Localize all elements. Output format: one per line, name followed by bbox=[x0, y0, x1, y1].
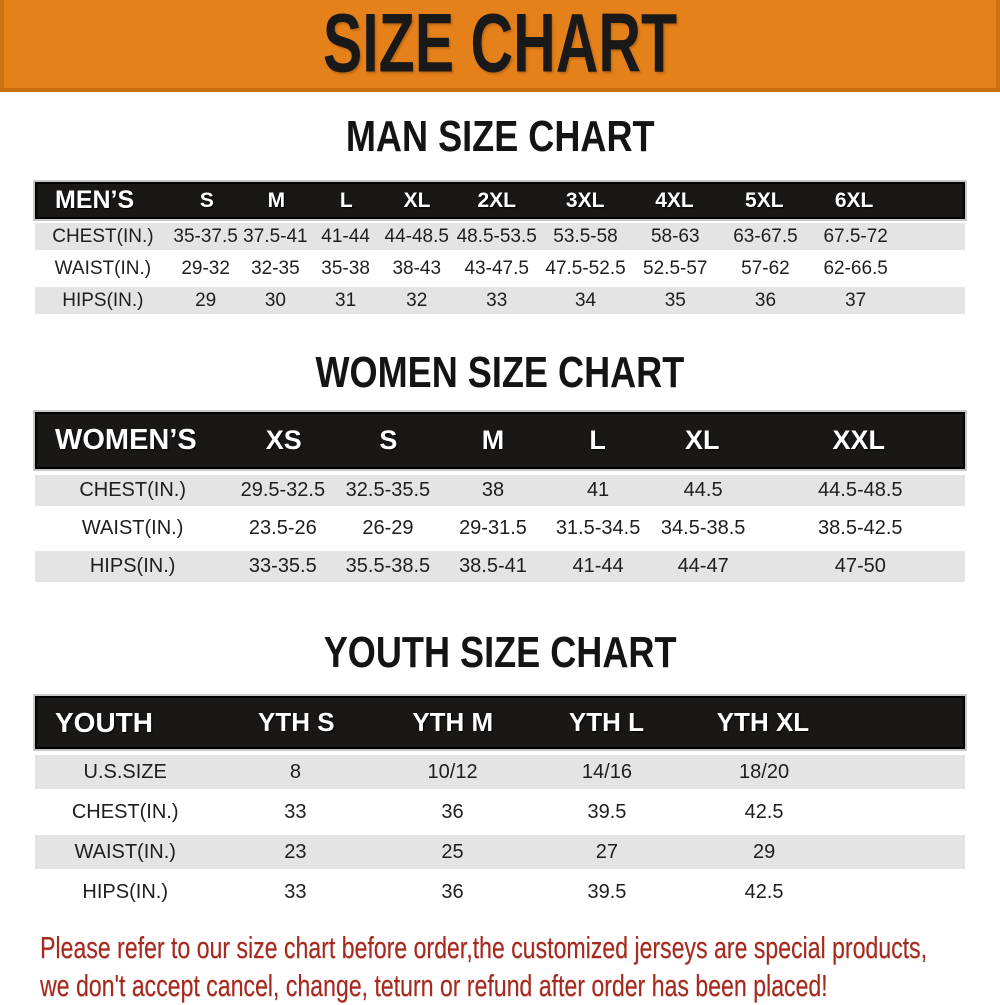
table-cell: 32.5-35.5 bbox=[345, 479, 431, 501]
women-size-col-m: M bbox=[481, 425, 505, 455]
table-cell: 38.5-42.5 bbox=[818, 517, 903, 539]
table-cell: 33 bbox=[486, 289, 508, 311]
youth-table-header-row bbox=[35, 696, 965, 749]
women-chest-label: CHEST(IN.) bbox=[79, 479, 186, 501]
table-cell: 42.5 bbox=[744, 800, 784, 823]
men-size-col-s: S bbox=[199, 188, 214, 212]
women-chest-row bbox=[35, 475, 965, 506]
women-size-col-s: S bbox=[379, 425, 398, 455]
women-waist-row bbox=[35, 513, 965, 544]
women-section-heading bbox=[0, 348, 1000, 398]
table-cell: 29.5-32.5 bbox=[240, 479, 326, 501]
table-cell: 41-44 bbox=[572, 555, 624, 577]
men-waist-row bbox=[35, 255, 965, 282]
table-cell: 39.5 bbox=[587, 880, 627, 903]
men-section-heading-text: MAN SIZE CHART bbox=[345, 112, 655, 161]
table-cell: 33-35.5 bbox=[248, 555, 317, 577]
table-cell: 44.5 bbox=[683, 479, 723, 501]
men-size-col-5xl: 5XL bbox=[745, 188, 784, 212]
women-size-col-xxl: XXL bbox=[832, 425, 885, 455]
notice-line-2: we don't accept cancel, change, teturn or refund after order has been placed! bbox=[40, 968, 828, 1003]
table-cell: 53.5-58 bbox=[553, 225, 618, 247]
men-hips-row bbox=[35, 287, 965, 314]
table-cell: 44-47 bbox=[677, 555, 729, 577]
table-cell: 62-66.5 bbox=[823, 257, 888, 279]
men-size-col-l: L bbox=[339, 188, 353, 212]
table-cell: 29-31.5 bbox=[459, 517, 527, 539]
table-cell: 34 bbox=[574, 289, 597, 311]
youth-section-heading-text: YOUTH SIZE CHART bbox=[323, 628, 677, 677]
table-cell: 32 bbox=[406, 289, 428, 311]
notice-line-1: Please refer to our size chart before order,the customized jerseys are special products, bbox=[40, 930, 928, 965]
youth-ussize-label: U.S.SIZE bbox=[83, 760, 167, 783]
table-cell: 35.5-38.5 bbox=[345, 555, 431, 577]
men-table-header-row bbox=[35, 182, 965, 219]
women-size-table bbox=[35, 412, 965, 582]
youth-size-section bbox=[0, 628, 1000, 909]
table-cell: 41 bbox=[586, 479, 610, 501]
order-notice bbox=[0, 929, 1000, 1005]
table-cell: 33 bbox=[284, 880, 307, 903]
youth-chest-label: CHEST(IN.) bbox=[71, 800, 179, 823]
table-cell: 44.5-48.5 bbox=[818, 479, 903, 501]
youth-hips-row bbox=[35, 875, 965, 909]
table-cell: 37 bbox=[845, 289, 867, 311]
table-cell: 32-35 bbox=[251, 257, 300, 279]
table-cell: 35 bbox=[664, 289, 686, 311]
table-cell: 42.5 bbox=[744, 880, 784, 903]
table-cell: 31.5-34.5 bbox=[555, 517, 641, 539]
table-cell: 37.5-41 bbox=[243, 225, 308, 247]
table-cell: 48.5-53.5 bbox=[456, 225, 537, 247]
size-chart-banner bbox=[0, 0, 1000, 92]
men-size-table bbox=[35, 182, 965, 314]
men-size-col-2xl: 2XL bbox=[477, 188, 516, 212]
table-cell: 67.5-72 bbox=[823, 225, 888, 247]
table-cell: 47-50 bbox=[834, 555, 886, 577]
men-chest-row bbox=[35, 223, 965, 250]
men-hips-label: HIPS(IN.) bbox=[62, 289, 144, 311]
table-cell: 47.5-52.5 bbox=[545, 257, 626, 279]
table-cell: 8 bbox=[289, 760, 301, 783]
table-cell: 14/16 bbox=[581, 760, 632, 783]
men-size-col-m: M bbox=[267, 188, 286, 212]
women-size-col-xl: XL bbox=[685, 425, 720, 455]
table-cell: 31 bbox=[335, 289, 357, 311]
table-cell: 41-44 bbox=[321, 225, 370, 247]
youth-waist-row bbox=[35, 835, 965, 869]
women-table-header-row bbox=[35, 412, 965, 469]
men-size-col-4xl: 4XL bbox=[655, 188, 694, 212]
men-size-col-3xl: 3XL bbox=[565, 188, 605, 212]
youth-waist-label: WAIST(IN.) bbox=[74, 840, 176, 863]
table-cell: 38 bbox=[481, 479, 505, 501]
table-cell: 38-43 bbox=[392, 257, 442, 279]
banner-title: SIZE CHART bbox=[322, 0, 678, 90]
men-waist-label: WAIST(IN.) bbox=[54, 257, 152, 279]
table-cell: 18/20 bbox=[739, 760, 790, 783]
men-size-col-6xl: 6XL bbox=[834, 188, 874, 212]
men-size-section bbox=[0, 112, 1000, 314]
table-cell: 27 bbox=[595, 840, 619, 863]
youth-size-col-s: YTH S bbox=[257, 707, 335, 737]
table-cell: 36 bbox=[754, 289, 777, 311]
women-header-label: WOMEN’S bbox=[55, 424, 197, 456]
table-cell: 38.5-41 bbox=[459, 555, 527, 577]
table-cell: 35-38 bbox=[321, 257, 370, 279]
youth-size-col-m: YTH M bbox=[412, 707, 494, 737]
youth-ussize-row bbox=[35, 755, 965, 789]
table-cell: 44-48.5 bbox=[384, 225, 449, 247]
youth-header-label: YOUTH bbox=[55, 706, 153, 738]
table-cell: 25 bbox=[441, 840, 464, 863]
youth-size-col-xl: YTH XL bbox=[716, 707, 810, 737]
table-cell: 29-32 bbox=[181, 257, 230, 279]
table-cell: 36 bbox=[441, 880, 464, 903]
table-cell: 57-62 bbox=[741, 257, 790, 279]
youth-chest-row bbox=[35, 795, 965, 829]
table-cell: 29 bbox=[752, 840, 776, 863]
table-cell: 30 bbox=[264, 289, 286, 311]
youth-size-col-l: YTH L bbox=[568, 707, 645, 737]
table-cell: 33 bbox=[284, 800, 307, 823]
table-cell: 52.5-57 bbox=[643, 257, 708, 279]
table-cell: 39.5 bbox=[587, 800, 627, 823]
table-cell: 43-47.5 bbox=[464, 257, 529, 279]
table-cell: 36 bbox=[441, 800, 464, 823]
youth-size-table bbox=[35, 696, 965, 909]
table-cell: 35-37.5 bbox=[173, 225, 238, 247]
men-section-heading bbox=[0, 112, 1000, 162]
youth-section-heading bbox=[0, 628, 1000, 678]
women-section-heading-text: WOMEN SIZE CHART bbox=[315, 348, 685, 397]
men-size-col-xl: XL bbox=[403, 188, 431, 212]
table-cell: 23 bbox=[284, 840, 307, 863]
men-chest-label: CHEST(IN.) bbox=[52, 225, 154, 247]
table-cell: 29 bbox=[195, 289, 217, 311]
women-size-section bbox=[0, 348, 1000, 582]
men-header-label: MEN’S bbox=[55, 186, 135, 214]
table-cell: 34.5-38.5 bbox=[660, 517, 746, 539]
women-size-col-l: L bbox=[589, 425, 606, 455]
table-cell: 10/12 bbox=[427, 760, 478, 783]
table-cell: 26-29 bbox=[362, 517, 414, 539]
table-cell: 58-63 bbox=[650, 225, 700, 247]
table-cell: 63-67.5 bbox=[733, 225, 798, 247]
women-waist-label: WAIST(IN.) bbox=[81, 517, 184, 539]
women-size-col-xs: XS bbox=[265, 425, 302, 455]
table-cell: 23.5-26 bbox=[248, 517, 317, 539]
youth-hips-label: HIPS(IN.) bbox=[82, 880, 168, 903]
women-hips-row bbox=[35, 551, 965, 582]
women-hips-label: HIPS(IN.) bbox=[89, 555, 176, 577]
